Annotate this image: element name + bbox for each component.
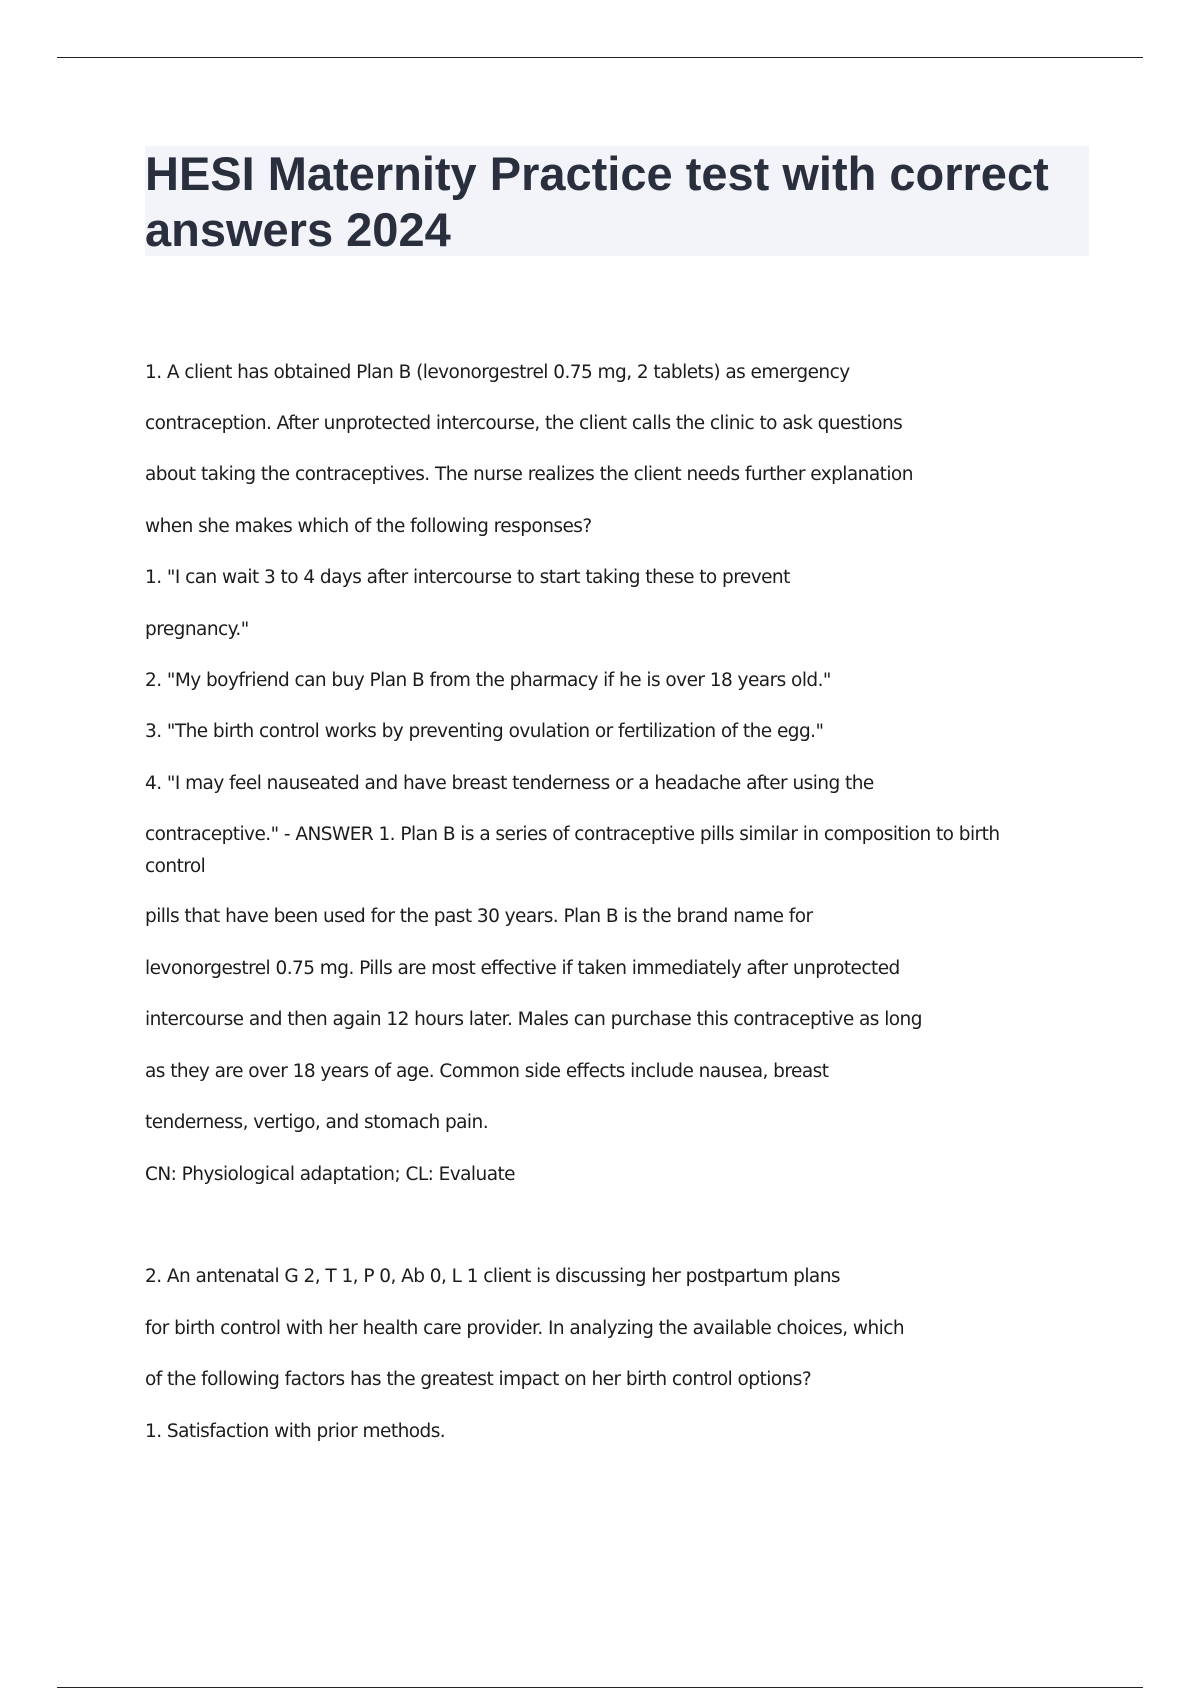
q2-option-1: 1. Satisfaction with prior methods.	[145, 1421, 446, 1442]
q1-stem-line-3: about taking the contraceptives. The nurse realizes the client needs further explanation	[145, 464, 913, 485]
q1-option-2: 2. "My boyfriend can buy Plan B from the pharmacy if he is over 18 years old."	[145, 670, 831, 691]
q1-answer-line-1: contraceptive." - ANSWER 1. Plan B is a series of contraceptive pills similar in composition to birth	[145, 824, 1000, 845]
q1-option-1: 1. "I can wait 3 to 4 days after intercourse to start taking these to prevent	[145, 567, 790, 588]
q1-option-3: 3. "The birth control works by preventing ovulation or fertilization of the egg."	[145, 721, 824, 742]
q1-answer-line-5: intercourse and then again 12 hours later. Males can purchase this contraceptive as long	[145, 1009, 922, 1030]
q1-answer-line-4: levonorgestrel 0.75 mg. Pills are most effective if taken immediately after unprotected	[145, 958, 900, 979]
q1-stem-line-1: 1. A client has obtained Plan B (levonorgestrel 0.75 mg, 2 tablets) as emergency	[145, 362, 850, 383]
bottom-rule	[57, 1687, 1143, 1688]
q2-stem-line-3: of the following factors has the greatest impact on her birth control options?	[145, 1369, 812, 1390]
q1-option-1-cont: pregnancy."	[145, 619, 249, 640]
q1-stem-line-4: when she makes which of the following responses?	[145, 516, 592, 537]
top-rule	[57, 57, 1143, 58]
q1-option-4: 4. "I may feel nauseated and have breast tenderness or a headache after using the	[145, 773, 874, 794]
q2-stem-line-1: 2. An antenatal G 2, T 1, P 0, Ab 0, L 1 client is discussing her postpartum plans	[145, 1266, 840, 1287]
q1-answer-line-7: tenderness, vertigo, and stomach pain.	[145, 1112, 489, 1133]
q1-stem-line-2: contraception. After unprotected intercourse, the client calls the clinic to ask questions	[145, 413, 903, 434]
q1-answer-line-2: control	[145, 856, 206, 877]
document-title: HESI Maternity Practice test with correct answers 2024	[145, 147, 1049, 256]
q1-answer-line-3: pills that have been used for the past 30 years. Plan B is the brand name for	[145, 906, 813, 927]
q1-classification: CN: Physiological adaptation; CL: Evaluate	[145, 1164, 516, 1185]
q2-stem-line-2: for birth control with her health care provider. In analyzing the available choices, which	[145, 1318, 905, 1339]
q1-answer-line-6: as they are over 18 years of age. Common side effects include nausea, breast	[145, 1061, 829, 1082]
